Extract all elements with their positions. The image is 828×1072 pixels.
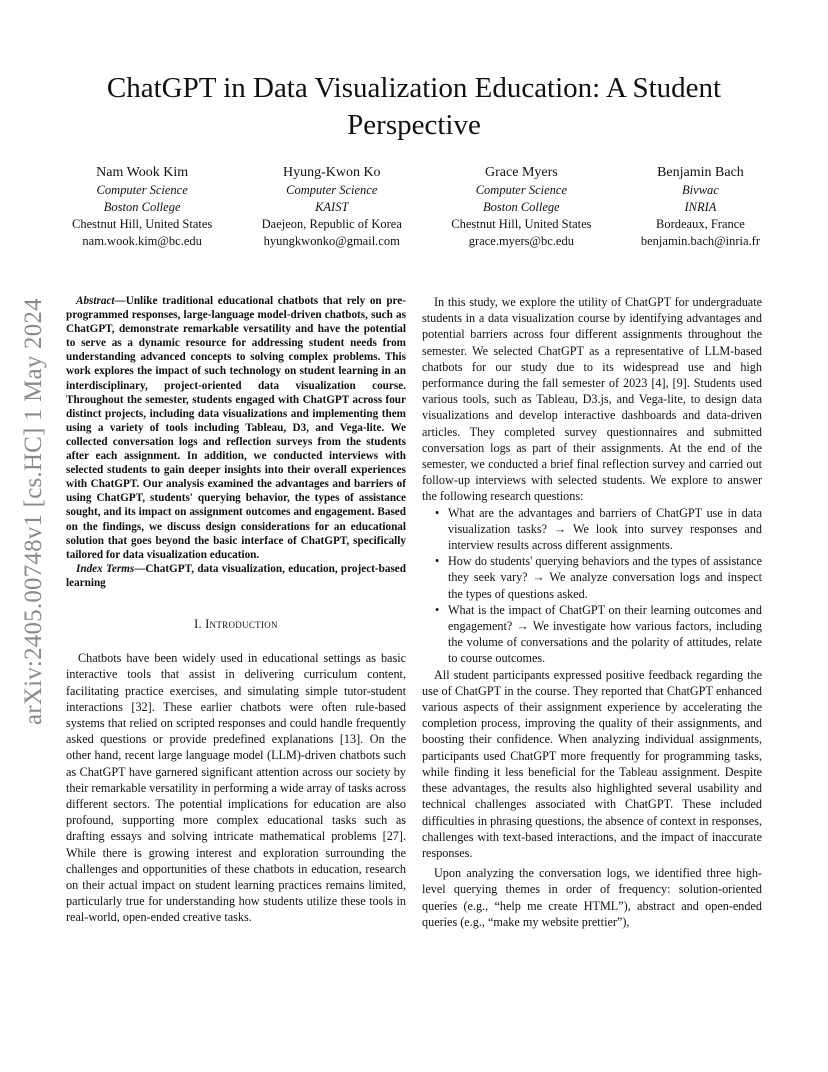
section-heading: [66, 616, 406, 632]
author-org: Boston College: [103, 200, 181, 214]
author-email: nam.wook.kim@bc.edu: [82, 234, 202, 248]
abstract-label: Abstract: [76, 295, 115, 307]
author-location: Daejeon, Republic of Korea: [261, 217, 402, 231]
index-terms: [66, 562, 406, 590]
research-questions-list: [422, 505, 762, 667]
author-org: Boston College: [483, 200, 560, 214]
left-column: [66, 294, 406, 926]
intro-paragraph: Chatbots have been widely used in educational settings as basic interactive tools that assist in delivering curriculum content, facilitating practice exercises, and simulating simple tutor-student interactions [32]. These earlier chatbots were often rule-based systems that relied on scripted responses and could handle frequently asked questions or provide predefined explanations [13]. On the other hand, recent large language model (LLM)-driven chatbots such as ChatGPT have garnered significant attention across our society by their remarkable versatility in performing a wide array of tasks across different sectors. The potential implications for education are also profound, supporting more complex educational tasks such as drafting essays and solving intricate mathematical problems [27]. While there is growing interest and exploration surrounding the challenges and opportunities of these chatbots in education, research on their actual impact on student learning practices remains limited, particularly true for understanding how students utilize these tools in real-world, open-ended creative tasks.: [66, 651, 406, 925]
body-paragraph: In this study, we explore the utility of ChatGPT for undergraduate students in a data visualization course by identifying advantages and potential barriers across four different assignments throughout the semester. We selected ChatGPT as a representative of LLM-based chatbots for our study due to its widespread use and high performance during the fall semester of 2023 [4], [9]. Students used various tools, such as Tableau, D3.js, and Vega-lite, to design data visualizations and develop interactive dashboards and data-driven articles. They completed survey questionnaires and submitted conversation logs as part of their assignments. At the end of the semester, we conducted a brief final reflection survey and carried out follow-up interviews with selected students. We explore to answer the following research questions:: [422, 295, 762, 504]
author-dept: Bivwac: [682, 183, 719, 197]
paper-title: ChatGPT in Data Visualization Education: A Student Perspective: [106, 72, 722, 141]
author-dept: Computer Science: [475, 183, 568, 197]
author-location: Chestnut Hill, United States: [72, 217, 213, 231]
author-name: Nam Wook Kim: [96, 165, 189, 180]
author-email: benjamin.bach@inria.fr: [640, 234, 760, 248]
author-email: grace.myers@bc.edu: [468, 234, 574, 248]
abstract-text: —Unlike traditional educational chatbots that rely on pre-programmed responses, large-language model-driven chatbots, such as ChatGPT, demonstrate remarkable versatility and have the potential to serve as a dynamic resource for addressing student needs from understanding advanced concepts to solving complex problems. This work explores the impact of such technology on student learning in an interdisciplinary, project-oriented data visualization course. Throughout the semester, students engaged with ChatGPT across four distinct projects, including data visualizations and implementing them using a variety of tools including Tableau, D3, and Vega-lite. We collected conversation logs and reflection surveys from the students after each assignment. In addition, we conducted interviews with selected students to gain deeper insights into their overall experiences with ChatGPT. Our analysis examined the advantages and barriers of using ChatGPT, students' querying behavior, the types of assistance sought, and its impact on assignment outcomes and engagement. Based on the findings, we discuss design considerations for an educational solution that goes beyond the basic interface of ChatGPT, specifically tailored for data visualization education.: [66, 295, 406, 561]
list-item: • What is the impact of ChatGPT on their learning outcomes and engagement? → We investigate how various factors, including the volume of conversations and the polarity of attitudes, relate to course outcomes.: [448, 602, 762, 667]
author-org: INRIA: [684, 200, 717, 214]
author-name: Hyung-Kwon Ko: [282, 165, 381, 180]
author-block: [72, 163, 212, 250]
abstract: [66, 294, 406, 562]
author-block: [451, 163, 591, 250]
body-paragraph: All student participants expressed positive feedback regarding the use of ChatGPT in the course. They reported that ChatGPT enhanced various aspects of their assignment experience by accelerating the completion process, improving the quality of their assignments, and boosting their confidence. When analyzing individual assignments, participants used ChatGPT more frequently for programming tasks, while finding it less beneficial for the Tableau assignment. Despite these advantages, the results also highlighted several usability and technical challenges associated with ChatGPT. These included difficulties in phrasing questions, the absence of context in responses, challenges with text-based interactions, and the impact of inaccurate responses.: [422, 667, 762, 860]
body-paragraph: Upon analyzing the conversation logs, we identified three high-level querying themes in order of frequency: solution-oriented queries (e.g., “help me create HTML”), abstract and open-ended queries (e.g., “make my website prettier”),: [422, 866, 762, 929]
author-dept: Computer Science: [286, 183, 378, 197]
index-terms-label: Index Terms: [76, 562, 135, 575]
author-block: [641, 163, 760, 250]
author-dept: Computer Science: [96, 183, 188, 197]
author-name: Benjamin Bach: [657, 165, 744, 180]
author-list: [72, 163, 760, 250]
list-item: • How do students' querying behaviors and the types of assistance they seek vary? → We analyze conversation logs and inspect the types of questions asked.: [448, 553, 762, 602]
author-org: KAIST: [315, 200, 349, 214]
section-number: I.: [194, 616, 202, 631]
author-block: [262, 163, 402, 250]
arxiv-stamp: arXiv:2405.00748v1 [cs.HC] 1 May 2024: [20, 298, 47, 725]
list-item: • What are the advantages and barriers of ChatGPT use in data visualization tasks? → We look into survey responses and interview results across different assignments.: [448, 505, 762, 554]
right-column: [422, 294, 762, 930]
index-terms-text: —ChatGPT, data visualization, education, project-based learning: [66, 562, 406, 589]
section-title: Introduction: [205, 616, 278, 631]
author-location: Chestnut Hill, United States: [451, 217, 592, 231]
author-location: Bordeaux, France: [656, 217, 745, 231]
author-email: hyungkwonko@gmail.com: [263, 234, 400, 248]
author-name: Grace Myers: [485, 165, 558, 180]
